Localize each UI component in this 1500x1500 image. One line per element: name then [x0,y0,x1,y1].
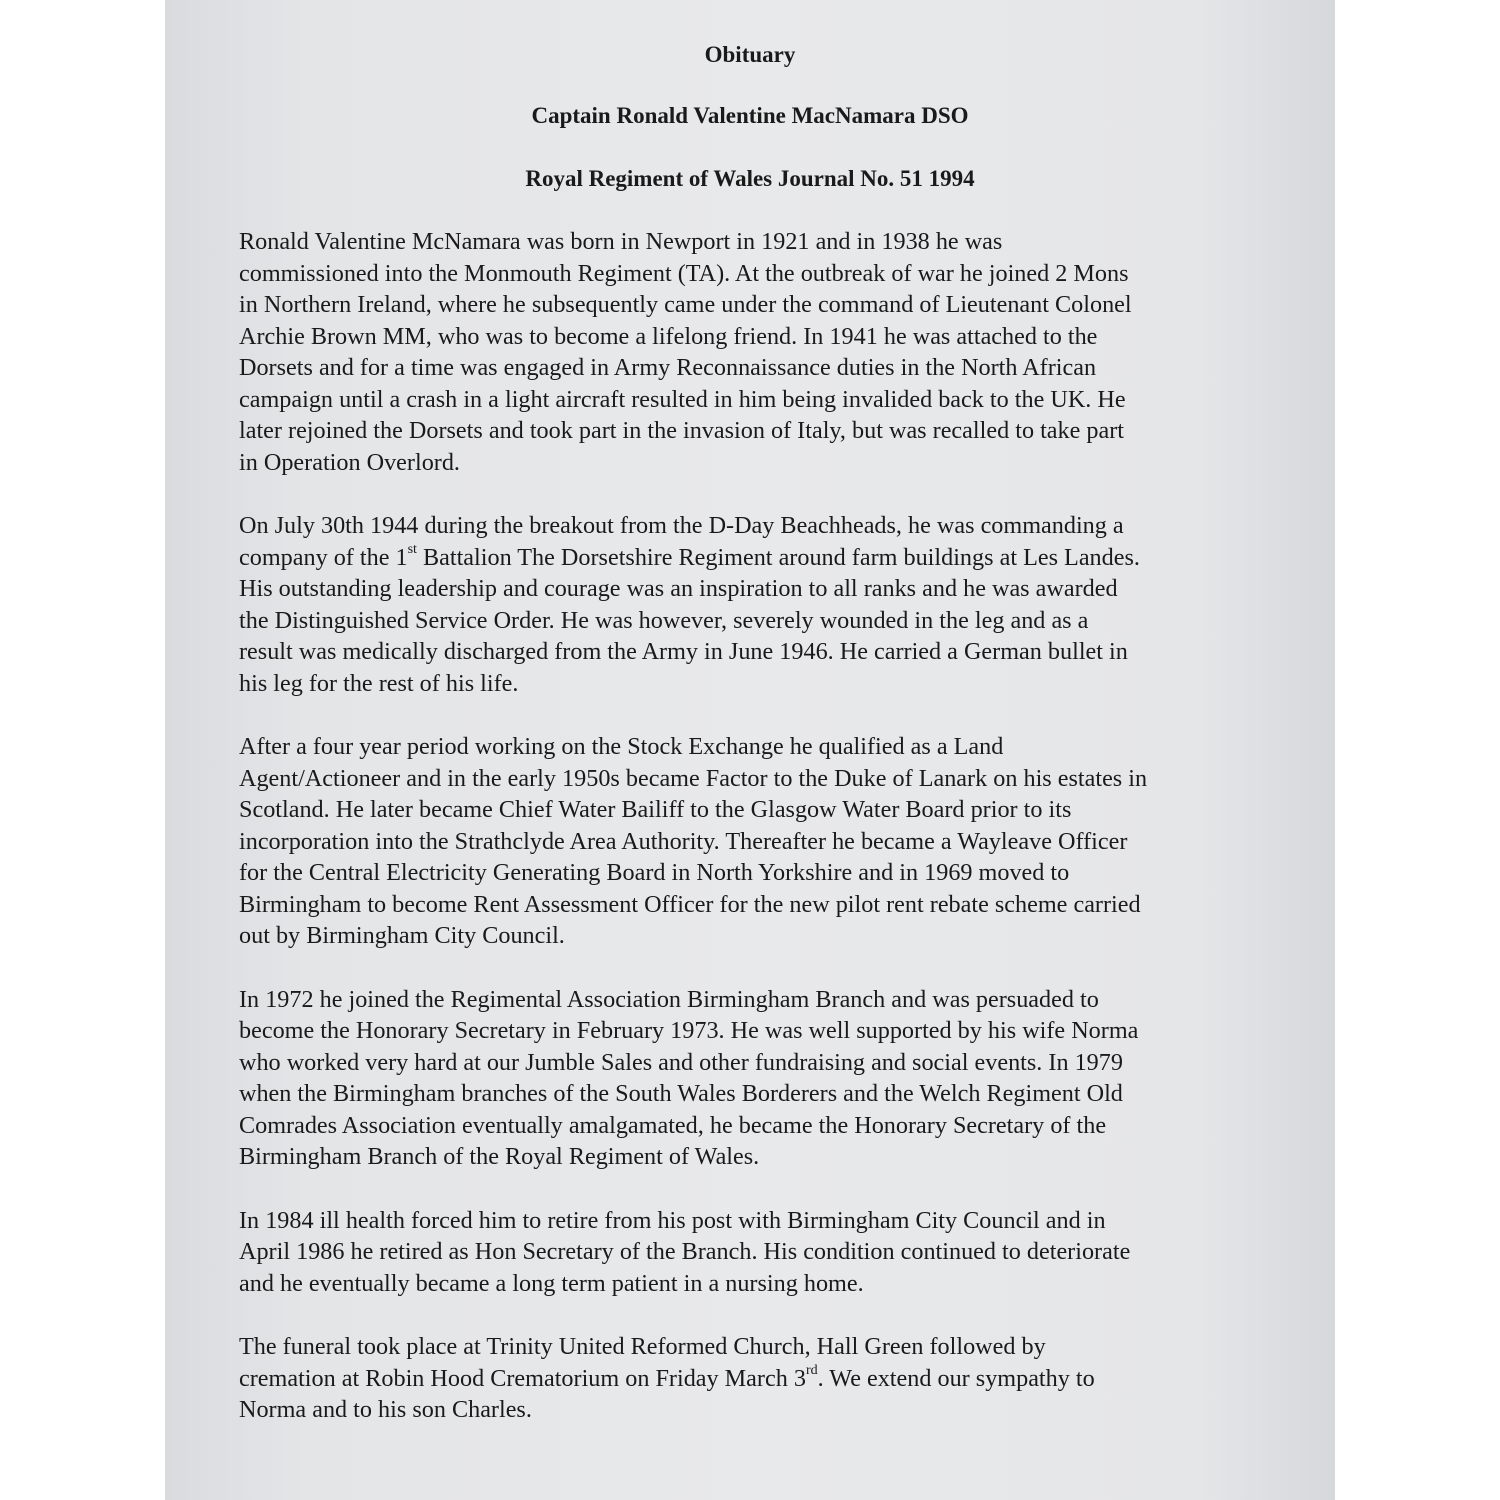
text-line: incorporation into the Strathclyde Area Authority. Thereafter he became a Wayleave Officer [239,827,1128,855]
text-line: Agent/Actioneer and in the early 1950s became Factor to the Duke of Lanark on his estates in [239,764,1148,792]
text-line: cremation at Robin Hood Crematorium on Friday March 3 [239,1364,806,1392]
ordinal-suffix: st [407,541,417,558]
text-line: company of the 1 [239,543,408,571]
text-line: out by Birmingham City Council. [239,922,565,949]
obituary-subject-name: Captain Ronald Valentine MacNamara DSO [531,103,969,128]
text-line: Norma and to his son Charles. [239,1396,532,1423]
text-line: Dorsets and for a time was engaged in Army Reconnaissance duties in the North African [239,354,1097,381]
paragraph-funeral [239,1331,1309,1426]
text-line: On July 30th 1944 during the breakout from the D-Day Beachheads, he was commanding a [239,512,1124,539]
text-line: in Northern Ireland, where he subsequently came under the command of Lieutenant Colonel [239,291,1132,318]
text-line: become the Honorary Secretary in February 1973. He was well supported by his wife Norma [239,1017,1139,1044]
text-line: In 1984 ill health forced him to retire from his post with Birmingham City Council and in [239,1206,1106,1234]
text-line: who worked very hard at our Jumble Sales and other fundraising and social events. In 1979 [239,1048,1123,1076]
text-line: Archie Brown MM, who was to become a lifelong friend. In 1941 he was attached to the [239,322,1098,350]
text-line: Scotland. He later became Chief Water Bailiff to the Glasgow Water Board prior to its [239,796,1072,823]
paragraph-retirement [239,1205,1309,1300]
text-line: campaign until a crash in a light aircraft resulted in him being invalided back to the UK. He [239,385,1126,413]
text-line: The funeral took place at Trinity United Reformed Church, Hall Green followed by [239,1333,1046,1360]
text-line: After a four year period working on the Stock Exchange he qualified as a Land [239,733,1004,760]
text-line: the Distinguished Service Order. He was however, severely wounded in the leg and as a [239,606,1089,634]
paragraph-d-day [239,510,1309,699]
text-line: April 1986 he retired as Hon Secretary of the Branch. His condition continued to deteriorate [239,1238,1131,1265]
obituary-body [239,226,1309,1458]
text-line: for the Central Electricity Generating Board in North Yorkshire and in 1969 moved to [239,859,1070,886]
document-title: Obituary [704,42,796,67]
text-line: later rejoined the Dorsets and took part in the invasion of Italy, but was recalled to take part [239,417,1125,444]
document-page [165,0,1335,1500]
text-line: Birmingham to become Rent Assessment Officer for the new pilot rent rebate scheme carried [239,890,1141,918]
text-line: His outstanding leadership and courage was an inspiration to all ranks and he was awarded [239,575,1118,602]
text-line: . We extend our sympathy to [817,1364,1095,1392]
text-line: in Operation Overlord. [239,448,460,476]
paragraph-later-career [239,731,1309,952]
text-line: his leg for the rest of his life. [239,669,519,697]
text-line: Battalion The Dorsetshire Regiment around farm buildings at Les Landes. [416,543,1140,571]
ordinal-suffix: rd [805,1362,818,1379]
text-line: Comrades Association eventually amalgamated, he became the Honorary Secretary of the [239,1111,1107,1139]
journal-reference: Royal Regiment of Wales Journal No. 51 1994 [525,166,975,191]
text-line: Ronald Valentine McNamara was born in Newport in 1921 and in 1938 he was [239,228,1003,255]
text-line: and he eventually became a long term patient in a nursing home. [239,1269,864,1297]
text-line: Birmingham Branch of the Royal Regiment of Wales. [239,1143,760,1170]
text-line: when the Birmingham branches of the South Wales Borderers and the Welch Regiment Old [239,1080,1123,1107]
paragraph-early-career [239,226,1309,478]
text-line: commissioned into the Monmouth Regiment (TA). At the outbreak of war he joined 2 Mons [239,259,1129,287]
text-line: In 1972 he joined the Regimental Association Birmingham Branch and was persuaded to [239,985,1099,1013]
paragraph-association [239,984,1309,1173]
text-line: result was medically discharged from the Army in June 1946. He carried a German bullet in [239,638,1128,665]
